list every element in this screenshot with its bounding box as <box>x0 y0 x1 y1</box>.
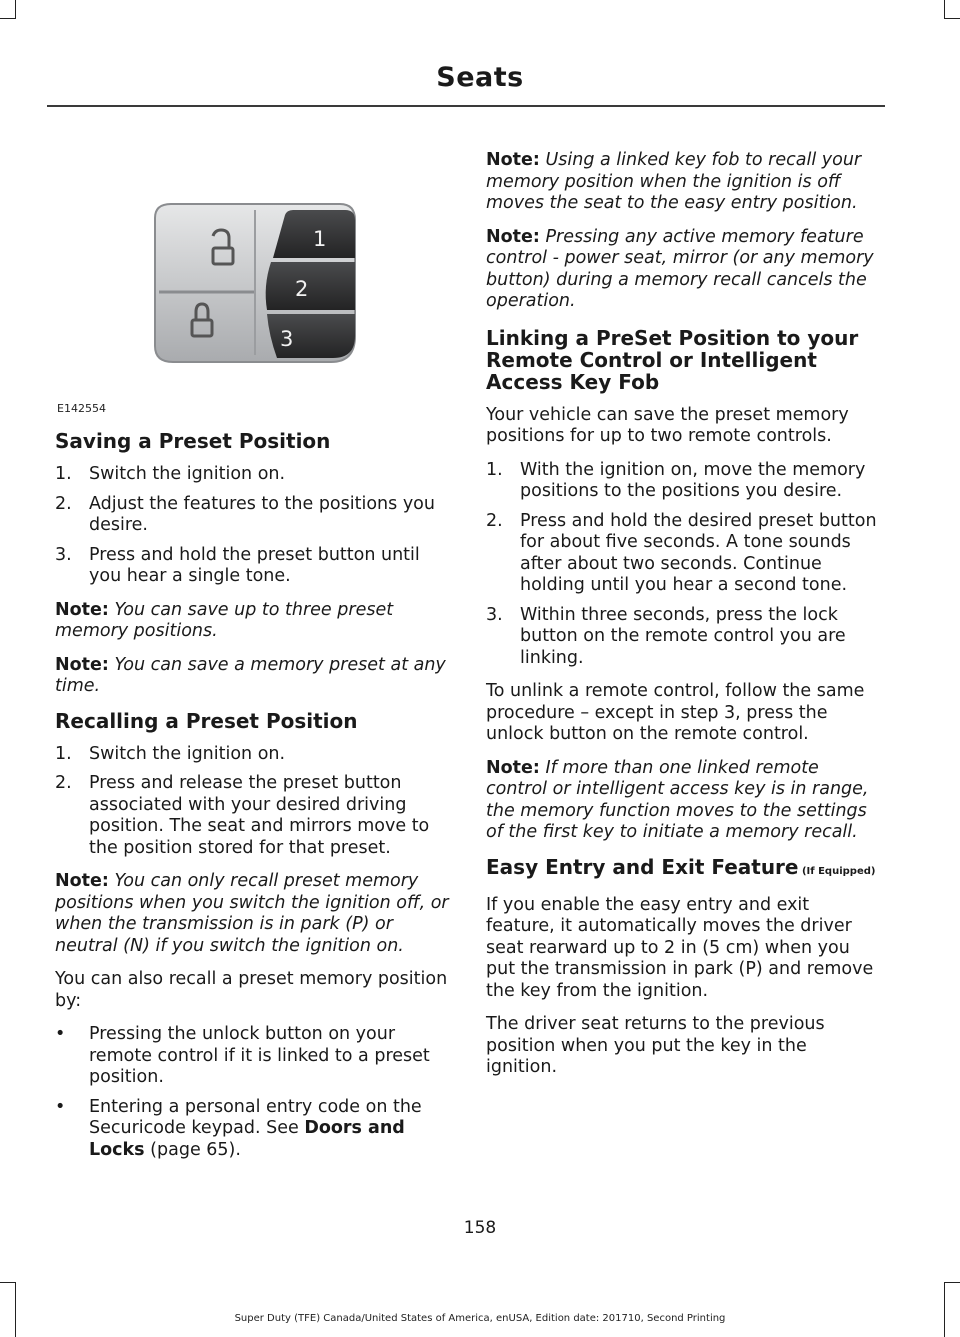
bullet-text: Pressing the unlock button on your remote control if it is linked to a preset position. <box>89 1024 430 1087</box>
body-paragraph: If you enable the easy entry and exit feature, it automatically moves the driver seat rearward up to 2 in (5 cm) when you put the transmission in park (P) and remove the key from the ignition. <box>486 894 874 1001</box>
doors-and-locks-link[interactable]: Doors and Locks <box>89 1118 405 1160</box>
step-text: With the ignition on, move the memory positions to the positions you desire. <box>520 459 866 501</box>
recall-methods-list <box>55 1024 450 1161</box>
body-paragraph: To unlink a remote control, follow the same procedure – except in step 3, press the unlock button on the remote control. <box>486 681 865 744</box>
step-number: 1. <box>55 743 72 764</box>
note-paragraph <box>55 600 450 643</box>
note-paragraph <box>486 150 881 215</box>
memory-button-3-label: 3 <box>280 327 294 351</box>
note-text: If more than one linked remote control or intelligent access key is in range, the memory function moves to the settings of the first key to initiate a memory recall. <box>486 757 869 842</box>
right-column <box>486 150 881 1091</box>
body-paragraph: The driver seat returns to the previous position when you put the key in the ignition. <box>486 1014 825 1077</box>
list-item <box>486 511 881 597</box>
step-number: 1. <box>55 464 72 484</box>
step-number: 2. <box>55 773 72 793</box>
saving-steps <box>55 464 450 588</box>
step-text: Press and hold the preset button until you hear a single tone. <box>89 544 420 586</box>
note-text: You can save a memory preset at any time. <box>55 654 446 696</box>
bullet: • <box>55 1096 66 1117</box>
step-text: Switch the ignition on. <box>89 464 286 484</box>
if-equipped-tag: (If Equipped) <box>798 865 876 877</box>
note-text: You can only recall preset memory positions when you switch the ignition off, or when the transmission is in park (P) or neutral (N) if you switch the ignition on. <box>55 871 449 956</box>
left-column <box>55 140 450 1173</box>
recall-steps <box>55 744 450 860</box>
memory-button-2-label: 2 <box>295 277 309 301</box>
crop-mark <box>944 1282 960 1283</box>
footer-edition: Super Duty (TFE) Canada/United States of America, enUSA, Edition date: 201710, Second Printing <box>234 1313 726 1324</box>
memory-button-1-label: 1 <box>313 227 327 251</box>
crop-mark <box>944 1282 945 1337</box>
crop-mark <box>0 1282 16 1283</box>
step-number: 2. <box>55 493 72 514</box>
memory-seat-figure <box>55 140 450 420</box>
note-paragraph <box>55 871 450 957</box>
crop-mark <box>15 1282 16 1337</box>
note-label: Note: <box>486 150 540 170</box>
list-item <box>486 605 881 670</box>
body-paragraph: You can also recall a preset memory position by: <box>55 969 448 1011</box>
bullet-text: Entering a personal entry code on the Securicode keypad. See <box>89 1096 422 1138</box>
step-text: Press and hold the desired preset button for about five seconds. A tone sounds after about two seconds. Continue holding until you hear a second tone. <box>520 510 877 595</box>
header-divider <box>47 105 885 107</box>
memory-button-2 <box>266 262 355 310</box>
recall-heading: Recalling a Preset Position <box>55 708 358 733</box>
note-label: Note: <box>55 871 109 891</box>
crop-mark <box>944 0 945 18</box>
crop-mark <box>944 18 960 19</box>
figure-id: E142554 <box>57 402 106 415</box>
step-number: 2. <box>486 510 503 531</box>
list-item <box>55 1024 450 1089</box>
note-label: Note: <box>486 757 540 778</box>
step-text: Within three seconds, press the lock button on the remote control you are linking. <box>520 604 846 668</box>
body-paragraph: Your vehicle can save the preset memory positions for up to two remote controls. <box>486 404 849 446</box>
list-item <box>55 545 450 588</box>
memory-button-3 <box>267 314 355 358</box>
step-text: Switch the ignition on. <box>89 743 286 764</box>
list-item <box>486 460 881 503</box>
list-item <box>55 494 450 537</box>
note-paragraph <box>486 758 881 844</box>
list-item <box>55 1097 450 1162</box>
step-number: 3. <box>55 544 72 565</box>
step-text: Adjust the features to the positions you desire. <box>89 493 435 535</box>
note-text: Pressing any active memory feature control - power seat, mirror (or any memory button) during a memory recall cancels the operation. <box>486 226 874 311</box>
linking-heading: Linking a PreSet Position to your Remote Control or Intelligent Access Key Fob <box>486 325 859 394</box>
step-number: 1. <box>486 459 503 480</box>
list-item <box>55 773 450 859</box>
crop-mark <box>0 18 16 19</box>
note-text: You can save up to three preset memory positions. <box>55 599 394 641</box>
note-label: Note: <box>486 226 540 247</box>
page-number: 158 <box>463 1218 497 1238</box>
list-item <box>55 744 450 766</box>
step-number: 3. <box>486 604 503 625</box>
easy-entry-heading-text: Easy Entry and Exit Feature <box>486 854 799 879</box>
note-label: Note: <box>55 654 109 675</box>
list-item <box>55 464 450 486</box>
step-text: Press and release the preset button associated with your desired driving position. The seat and mirrors move to the position stored for that preset. <box>89 773 430 858</box>
page-ref: (page 65). <box>144 1139 241 1160</box>
bullet: • <box>55 1024 66 1044</box>
memory-buttons-illustration <box>55 140 450 400</box>
easy-entry-heading <box>486 856 881 883</box>
linking-steps <box>486 460 881 670</box>
note-text: Using a linked key fob to recall your memory position when the ignition is off moves the seat to the easy entry position. <box>486 150 862 213</box>
saving-heading: Saving a Preset Position <box>55 429 331 453</box>
crop-mark <box>15 0 16 18</box>
note-label: Note: <box>55 599 109 620</box>
memory-button-1 <box>273 210 355 258</box>
note-paragraph <box>486 227 881 313</box>
page-title: Seats <box>436 62 524 93</box>
note-paragraph <box>55 655 450 698</box>
